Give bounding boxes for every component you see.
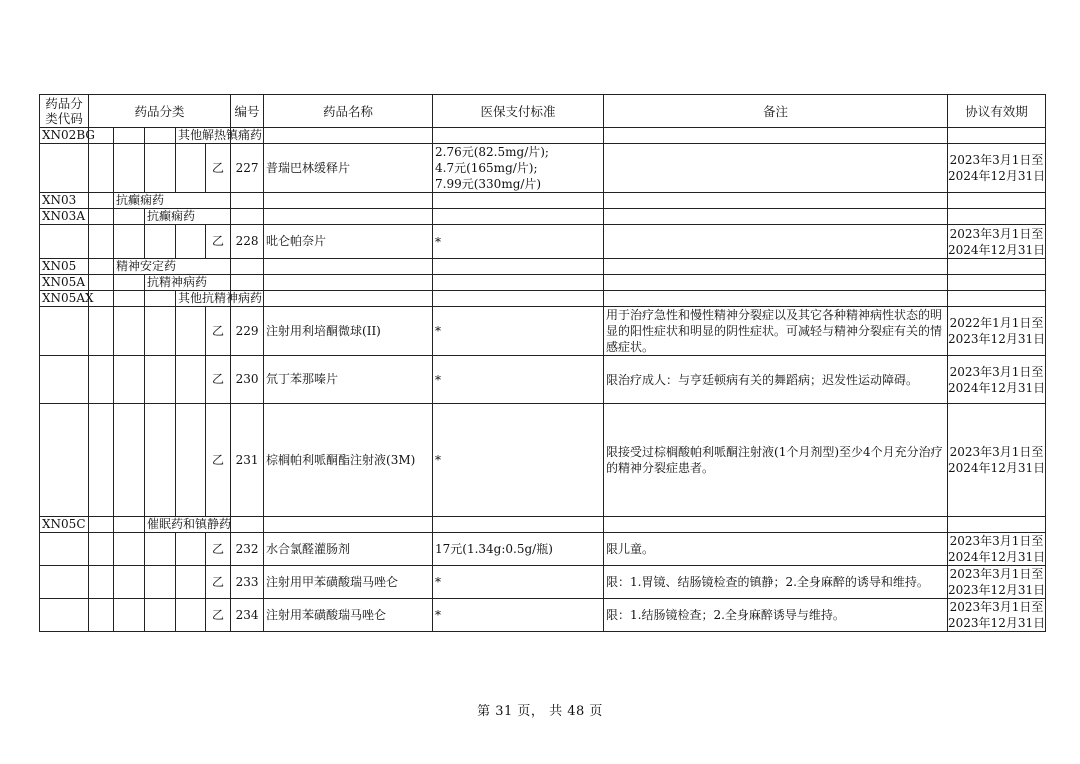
table-row	[40, 566, 1046, 599]
empty-cell	[89, 533, 114, 566]
empty-cell	[433, 128, 604, 144]
empty-cell	[264, 209, 433, 225]
empty-cell	[176, 404, 206, 517]
code-cell	[40, 599, 89, 632]
drug-table	[39, 94, 1046, 632]
empty-cell	[264, 259, 433, 275]
cell-line: 2023年3月1日至	[949, 226, 1044, 241]
drug-class: 乙	[206, 356, 231, 404]
empty-cell	[145, 291, 176, 307]
table-row	[40, 533, 1046, 566]
empty-cell	[948, 291, 1046, 307]
drug-name: 棕榈帕利哌酮酯注射液(3M)	[264, 404, 433, 517]
cell-line: 2022年1月1日至	[949, 316, 1044, 330]
empty-cell	[145, 356, 176, 404]
category-code: XN05	[40, 259, 89, 275]
category-label: 精神安定药	[114, 259, 231, 275]
cell-line: 7.99元(330mg/片)	[435, 177, 542, 191]
empty-cell	[114, 144, 145, 193]
category-code: XN03	[40, 193, 89, 209]
cell-line: 2023年3月1日至	[949, 153, 1044, 167]
empty-cell	[231, 275, 264, 291]
drug-number: 233	[231, 566, 264, 599]
table-row	[40, 307, 1046, 356]
code-cell	[40, 404, 89, 517]
drug-note: 用于治疗急性和慢性精神分裂症以及其它各种精神病性状态的明显的阳性症状和明显的阴性症状。可减轻与精神分裂症有关的情感症状。	[604, 307, 948, 356]
empty-cell	[604, 517, 948, 533]
cell-line: 2023年3月1日至	[949, 534, 1044, 548]
empty-cell	[948, 128, 1046, 144]
empty-cell	[948, 193, 1046, 209]
category-code: XN03A	[40, 209, 89, 225]
validity-period	[948, 225, 1046, 259]
empty-cell	[89, 275, 114, 291]
empty-cell	[604, 291, 948, 307]
empty-cell	[433, 259, 604, 275]
empty-cell	[264, 517, 433, 533]
cell-line: 2023年3月1日至	[949, 567, 1044, 581]
drug-note: 限：1.结肠镜检查；2.全身麻醉诱导与维持。	[604, 599, 948, 632]
drug-name: 氘丁苯那嗪片	[264, 356, 433, 404]
empty-cell	[176, 599, 206, 632]
validity-period	[948, 566, 1046, 599]
empty-cell	[433, 275, 604, 291]
category-row	[40, 517, 1046, 533]
validity-period	[948, 356, 1046, 404]
cell-line: 2023年12月31日	[948, 616, 1046, 630]
empty-cell	[89, 356, 114, 404]
empty-cell	[114, 128, 145, 144]
drug-class: 乙	[206, 225, 231, 259]
drug-name: 普瑞巴林缓释片	[264, 144, 433, 193]
cell-line: *	[435, 575, 442, 589]
validity-period	[948, 533, 1046, 566]
header-note: 备注	[604, 95, 948, 128]
code-cell	[40, 533, 89, 566]
empty-cell	[948, 259, 1046, 275]
header-number: 编号	[231, 95, 264, 128]
empty-cell	[114, 307, 145, 356]
drug-class: 乙	[206, 599, 231, 632]
category-row	[40, 259, 1046, 275]
table-row	[40, 356, 1046, 404]
category-code: XN05A	[40, 275, 89, 291]
empty-cell	[433, 517, 604, 533]
empty-cell	[114, 566, 145, 599]
empty-cell	[231, 517, 264, 533]
empty-cell	[114, 517, 145, 533]
drug-class: 乙	[206, 533, 231, 566]
empty-cell	[231, 209, 264, 225]
code-cell	[40, 307, 89, 356]
empty-cell	[604, 209, 948, 225]
header-payment: 医保支付标准	[433, 95, 604, 128]
empty-cell	[176, 566, 206, 599]
table-body	[40, 128, 1046, 632]
payment-standard	[433, 533, 604, 566]
category-label: 抗精神病药	[145, 275, 231, 291]
cell-line: *	[435, 234, 442, 249]
empty-cell	[433, 193, 604, 209]
payment-standard	[433, 599, 604, 632]
empty-cell	[145, 128, 176, 144]
header-code: 药品分类代码	[40, 95, 89, 128]
validity-period	[948, 307, 1046, 356]
empty-cell	[433, 291, 604, 307]
empty-cell	[114, 356, 145, 404]
empty-cell	[89, 259, 114, 275]
drug-note	[604, 144, 948, 193]
drug-class: 乙	[206, 566, 231, 599]
cell-line: 2023年3月1日至	[949, 600, 1044, 614]
drug-name: 吡仑帕奈片	[264, 225, 433, 259]
table-row	[40, 599, 1046, 632]
category-row	[40, 275, 1046, 291]
empty-cell	[231, 259, 264, 275]
code-cell	[40, 356, 89, 404]
code-cell	[40, 225, 89, 259]
empty-cell	[89, 566, 114, 599]
drug-note: 限接受过棕榈酸帕利哌酮注射液(1个月剂型)至少4个月充分治疗的精神分裂症患者。	[604, 404, 948, 517]
header-name: 药品名称	[264, 95, 433, 128]
cell-line: 2023年12月31日	[948, 332, 1046, 346]
empty-cell	[264, 193, 433, 209]
empty-cell	[89, 307, 114, 356]
category-label: 其他抗精神病药	[176, 291, 231, 307]
validity-period	[948, 599, 1046, 632]
empty-cell	[264, 275, 433, 291]
drug-name: 注射用苯磺酸瑞马唑仑	[264, 599, 433, 632]
category-label: 催眠药和镇静药	[145, 517, 231, 533]
drug-class: 乙	[206, 307, 231, 356]
empty-cell	[89, 599, 114, 632]
cell-line: 2024年12月31日	[948, 461, 1046, 475]
empty-cell	[145, 566, 176, 599]
validity-period	[948, 144, 1046, 193]
category-row	[40, 193, 1046, 209]
header-valid: 协议有效期	[948, 95, 1046, 128]
category-row	[40, 128, 1046, 144]
empty-cell	[114, 225, 145, 259]
payment-standard	[433, 404, 604, 517]
cell-line: 2024年12月31日	[948, 380, 1046, 395]
drug-class: 乙	[206, 144, 231, 193]
empty-cell	[604, 193, 948, 209]
empty-cell	[176, 533, 206, 566]
drug-note: 限治疗成人：与亨廷顿病有关的舞蹈病；迟发性运动障碍。	[604, 356, 948, 404]
empty-cell	[176, 307, 206, 356]
cell-line: *	[435, 608, 442, 622]
payment-standard	[433, 307, 604, 356]
empty-cell	[114, 533, 145, 566]
drug-number: 232	[231, 533, 264, 566]
cell-line: 2024年12月31日	[948, 550, 1046, 564]
header-category: 药品分类	[89, 95, 231, 128]
cell-line: 4.7元(165mg/片);	[435, 161, 538, 175]
drug-note: 限：1.胃镜、结肠镜检查的镇静；2.全身麻醉的诱导和维持。	[604, 566, 948, 599]
payment-standard	[433, 566, 604, 599]
cell-line: 2023年12月31日	[948, 583, 1046, 597]
empty-cell	[114, 599, 145, 632]
drug-name: 水合氯醛灌肠剂	[264, 533, 433, 566]
validity-period	[948, 404, 1046, 517]
page-footer: 第 31 页， 共 48 页	[477, 704, 603, 719]
category-row	[40, 291, 1046, 307]
table-row	[40, 144, 1046, 193]
empty-cell	[89, 144, 114, 193]
empty-cell	[114, 291, 145, 307]
category-code: XN05AX	[40, 291, 89, 307]
empty-cell	[114, 209, 145, 225]
category-code: XN05C	[40, 517, 89, 533]
cell-line: 2023年3月1日至	[949, 445, 1044, 459]
cell-line: *	[435, 372, 442, 387]
empty-cell	[604, 128, 948, 144]
empty-cell	[145, 404, 176, 517]
cell-line: *	[435, 453, 442, 467]
empty-cell	[948, 517, 1046, 533]
empty-cell	[604, 259, 948, 275]
empty-cell	[948, 209, 1046, 225]
code-cell	[40, 144, 89, 193]
drug-number: 227	[231, 144, 264, 193]
empty-cell	[145, 599, 176, 632]
empty-cell	[114, 404, 145, 517]
drug-number: 230	[231, 356, 264, 404]
cell-line: 2.76元(82.5mg/片);	[435, 145, 549, 159]
empty-cell	[89, 517, 114, 533]
empty-cell	[145, 144, 176, 193]
empty-cell	[89, 209, 114, 225]
empty-cell	[176, 356, 206, 404]
empty-cell	[89, 225, 114, 259]
drug-number: 231	[231, 404, 264, 517]
empty-cell	[145, 225, 176, 259]
empty-cell	[176, 225, 206, 259]
drug-note	[604, 225, 948, 259]
empty-cell	[604, 275, 948, 291]
empty-cell	[231, 193, 264, 209]
empty-cell	[433, 209, 604, 225]
category-label: 抗癫痫药	[114, 193, 231, 209]
payment-standard	[433, 144, 604, 193]
cell-line: 2024年12月31日	[948, 169, 1046, 183]
category-label: 抗癫痫药	[145, 209, 231, 225]
drug-number: 229	[231, 307, 264, 356]
header-row	[40, 95, 1046, 128]
drug-name: 注射用甲苯磺酸瑞马唑仑	[264, 566, 433, 599]
drug-name: 注射用利培酮微球(II)	[264, 307, 433, 356]
drug-note: 限儿童。	[604, 533, 948, 566]
empty-cell	[264, 128, 433, 144]
empty-cell	[114, 275, 145, 291]
payment-standard	[433, 356, 604, 404]
drug-class: 乙	[206, 404, 231, 517]
cell-line: *	[435, 324, 442, 338]
empty-cell	[145, 533, 176, 566]
empty-cell	[948, 275, 1046, 291]
table-row	[40, 225, 1046, 259]
empty-cell	[176, 144, 206, 193]
category-label: 其他解热镇痛药	[176, 128, 231, 144]
category-code: XN02BG	[40, 128, 89, 144]
empty-cell	[264, 291, 433, 307]
empty-cell	[145, 307, 176, 356]
cell-line: 17元(1.34g:0.5g/瓶)	[435, 542, 553, 556]
code-cell	[40, 566, 89, 599]
cell-line: 2024年12月31日	[948, 242, 1046, 257]
table-row	[40, 404, 1046, 517]
drug-number: 234	[231, 599, 264, 632]
empty-cell	[89, 193, 114, 209]
category-row	[40, 209, 1046, 225]
drug-number: 228	[231, 225, 264, 259]
cell-line: 2023年3月1日至	[949, 364, 1044, 379]
empty-cell	[89, 404, 114, 517]
payment-standard	[433, 225, 604, 259]
